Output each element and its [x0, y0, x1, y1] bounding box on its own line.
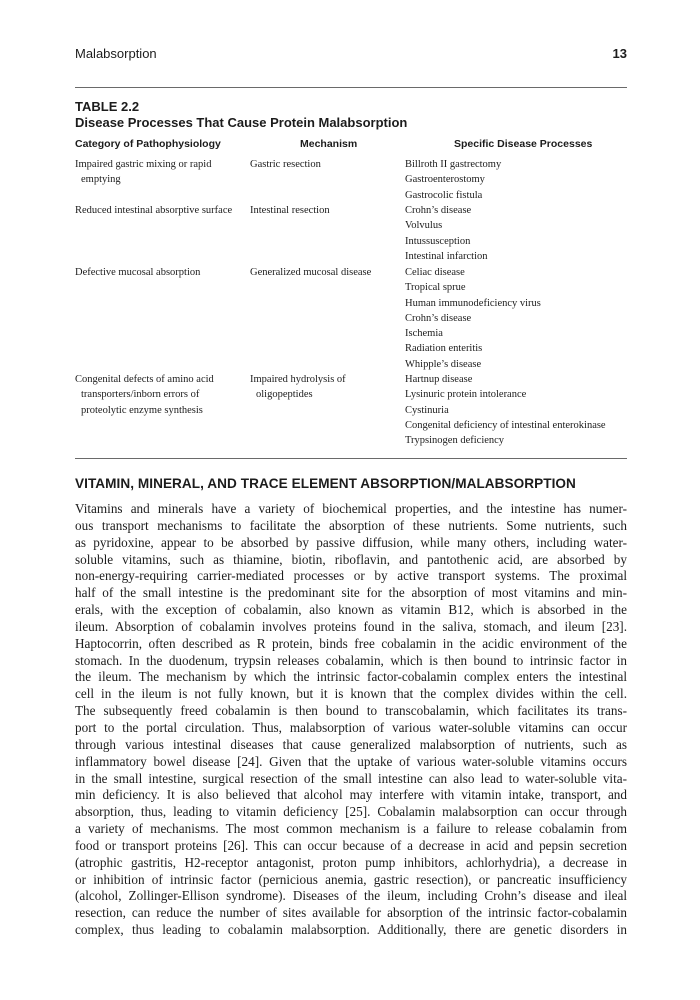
text-line: non-energy-requiring carrier-mediated processes or by active transport systems. The proximal — [75, 568, 627, 584]
disease-item: Gastrocolic fistula — [405, 189, 483, 201]
column-header-category: Category of Pathophysiology — [75, 138, 221, 150]
table-bottom-rule — [75, 458, 627, 459]
disease-item: Tropical sprue — [405, 282, 466, 294]
cell-line: Gastric resection — [250, 159, 321, 170]
disease-item: Congenital deficiency of intestinal enterokinase — [405, 419, 606, 431]
disease-item: Intestinal infarction — [405, 250, 488, 262]
cell-line: Reduced intestinal absorptive surface — [75, 205, 233, 216]
cell-line: Congenital defects of amino acid — [75, 374, 214, 385]
running-title: Malabsorption — [75, 46, 157, 61]
cell-line: emptying — [81, 174, 121, 186]
cell-line: Impaired hydrolysis of — [250, 374, 346, 385]
text-line: absorption, thus, leading to vitamin deficiency [25]. Cobalamin malabsorption can occur through — [75, 804, 627, 820]
section-heading: VITAMIN, MINERAL, AND TRACE ELEMENT ABSORPTION/MALABSORPTION — [75, 476, 576, 491]
table-header-row — [75, 138, 627, 154]
disease-item: Human immunodeficiency virus — [405, 297, 541, 309]
mechanism-cell — [250, 157, 400, 172]
text-line: through various intestinal diseases that cause generalized malabsorption of nutrients, such as — [75, 736, 627, 752]
table-caption: Disease Processes That Cause Protein Malabsorption — [75, 115, 408, 130]
text-line: stomach. In the duodenum, trypsin releases cobalamin, which is then bound to intrinsic factor in — [75, 652, 627, 668]
text-line: The subsequently freed cobalamin is then bound to transcobalamin, which facilitates its trans- — [75, 703, 627, 719]
disease-item: Intussusception — [405, 235, 471, 247]
mechanism-cell — [250, 203, 400, 218]
text-line: erals, with the exception of cobalamin, also known as vitamin B12, which is absorbed in the — [75, 602, 627, 618]
cell-line: Generalized mucosal disease — [250, 267, 372, 278]
text-line: Haptocorrin, often described as R protein, binds free cobalamin in the acidic environment of the — [75, 635, 627, 651]
disease-item: Cystinuria — [405, 404, 449, 416]
cell-line: Defective mucosal absorption — [75, 267, 201, 278]
disease-item: Gastroenterostomy — [405, 174, 485, 186]
category-cell — [75, 157, 253, 188]
text-line: (atrophic gastritis, H2-receptor antagonist, proton pump inhibitors, achlorhydria), a decrease in — [75, 854, 627, 870]
text-line: complex, thus leading to cobalamin malabsorption. Additionally, there are genetic disorders in — [75, 922, 627, 938]
running-header — [75, 44, 627, 64]
text-line: ous transport mechanisms to facilitate the absorption of these nutrients. Some nutrients, such — [75, 517, 627, 533]
disease-item: Hartnup disease — [405, 374, 473, 385]
disease-item: Celiac disease — [405, 267, 465, 278]
disease-item: Ischemia — [405, 328, 443, 340]
text-line: port to the portal circulation. Thus, malabsorption of various water-soluble vitamins can occur — [75, 719, 627, 735]
disease-item: Whipple’s disease — [405, 358, 482, 370]
text-line: or inhibition of intrinsic factor (pernicious anemia, gastric resection), or pancreatic insufficiency — [75, 871, 627, 887]
cell-line: transporters/inborn errors of — [81, 389, 200, 401]
cell-line: proteolytic enzyme synthesis — [81, 404, 203, 416]
text-line: Vitamins and minerals have a variety of biochemical properties, and the intestine has numer- — [75, 501, 627, 516]
text-line: ileum. Absorption of cobalamin involves proteins found in the saliva, stomach, and ileum [23]. — [75, 618, 627, 634]
text-line: a variety of mechanisms. The most common mechanism is a failure to release cobalamin from — [75, 821, 627, 837]
category-cell — [75, 203, 253, 218]
header-rule — [75, 87, 627, 88]
mechanism-cell — [250, 372, 400, 403]
text-line: as pyridoxine, appear to be absorbed by passive diffusion, while many others, including water- — [75, 534, 627, 550]
disease-item: Crohn’s disease — [405, 205, 472, 216]
category-cell — [75, 265, 253, 280]
diseases-cell — [405, 203, 627, 264]
disease-item: Volvulus — [405, 220, 443, 232]
disease-item: Trypsinogen deficiency — [405, 435, 505, 447]
text-line: half of the small intestine is the predominant site for the absorption of most vitamins and min- — [75, 585, 627, 601]
disease-item: Radiation enteritis — [405, 343, 483, 355]
text-line: the ileum. The mechanism by which the intrinsic factor-cobalamin complex enters the intestinal — [75, 669, 627, 685]
text-line: (alcohol, Zollinger-Ellison syndrome). Diseases of the ileum, including Crohn’s disease and ileal — [75, 888, 627, 904]
column-header-diseases: Specific Disease Processes — [454, 138, 593, 150]
body-paragraph — [75, 501, 627, 939]
diseases-cell — [405, 157, 627, 203]
text-line: resection, can reduce the number of sites available for absorption of the intrinsic factor-cobalamin — [75, 905, 627, 921]
cell-line: oligopeptides — [256, 389, 313, 401]
page-number: 13 — [612, 46, 627, 61]
table-label: TABLE 2.2 — [75, 99, 140, 114]
text-line: min deficiency. It is also believed that alcohol may interfere with vitamin intake, transport, and — [75, 787, 627, 803]
text-line: food or transport proteins [26]. This can occur because of a decrease in acid and pepsin secretion — [75, 837, 627, 853]
text-line: inflammatory bowel disease [24]. Given that the uptake of various water-soluble vitamins occurs — [75, 753, 627, 769]
diseases-cell — [405, 265, 627, 372]
text-line: in the small intestine, surgical resection of the small intestine can also lead to water-soluble vita- — [75, 770, 627, 786]
column-header-mechanism: Mechanism — [300, 138, 358, 150]
disease-item: Lysinuric protein intolerance — [405, 389, 527, 401]
cell-line: Intestinal resection — [250, 205, 330, 216]
category-cell — [75, 372, 253, 418]
text-line: cell in the ileum is not fully known, but it is known that the complex divides within the cell. — [75, 686, 627, 702]
mechanism-cell — [250, 265, 400, 280]
disease-item: Billroth II gastrectomy — [405, 159, 502, 170]
diseases-cell — [405, 372, 627, 448]
cell-line: Impaired gastric mixing or rapid — [75, 159, 212, 170]
text-line: soluble vitamins, such as thiamine, biotin, riboflavin, and pantothenic acid, are absorbed by — [75, 551, 627, 567]
disease-item: Crohn’s disease — [405, 312, 472, 324]
